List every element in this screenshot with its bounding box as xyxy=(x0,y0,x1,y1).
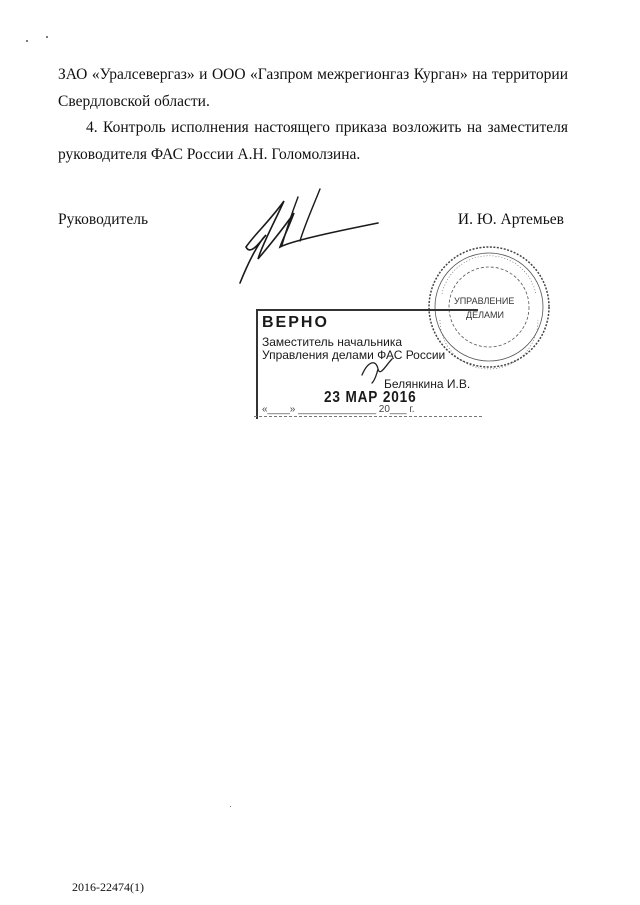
paragraph-3-continuation xyxy=(58,61,568,115)
seal-text-line: ДЕЛАМИ xyxy=(466,310,504,320)
stamp-date: 23 МАР 2016 xyxy=(324,389,417,406)
text-line: ЗАО «Уралсевергаз» и ООО «Газпром межрегионгаз Курган» на территории xyxy=(58,66,568,83)
text-line: Свердловской области. xyxy=(58,93,210,110)
scan-speck xyxy=(230,806,231,807)
stamp-signer-name: Белянкина И.В. xyxy=(384,377,471,391)
paragraph-4 xyxy=(58,114,568,168)
seal-text-line: УПРАВЛЕНИЕ xyxy=(454,296,515,306)
stamp-department-line: Управления делами ФАС России xyxy=(262,348,446,362)
text-line: руководителя ФАС России А.Н. Голомолзина. xyxy=(58,146,361,163)
stamp-date-template: «____» ______________ 20___ г. xyxy=(262,404,415,415)
text-line: 4. Контроль исполнения настоящего приказа возложить на заместителя xyxy=(86,119,568,136)
signatory-title: Руководитель xyxy=(58,211,149,228)
scan-speck xyxy=(46,36,48,38)
signatory-name: И. Ю. Артемьев xyxy=(457,211,564,228)
scan-speck xyxy=(26,40,28,42)
stamp-dashed-border xyxy=(254,416,482,417)
stamp-title: ВЕРНО xyxy=(262,314,329,331)
document-number: 2016-22474(1) xyxy=(72,880,144,894)
handwritten-signature xyxy=(228,183,418,293)
certification-stamp xyxy=(256,309,478,419)
stamp-position-line: Заместитель начальника xyxy=(262,335,403,349)
